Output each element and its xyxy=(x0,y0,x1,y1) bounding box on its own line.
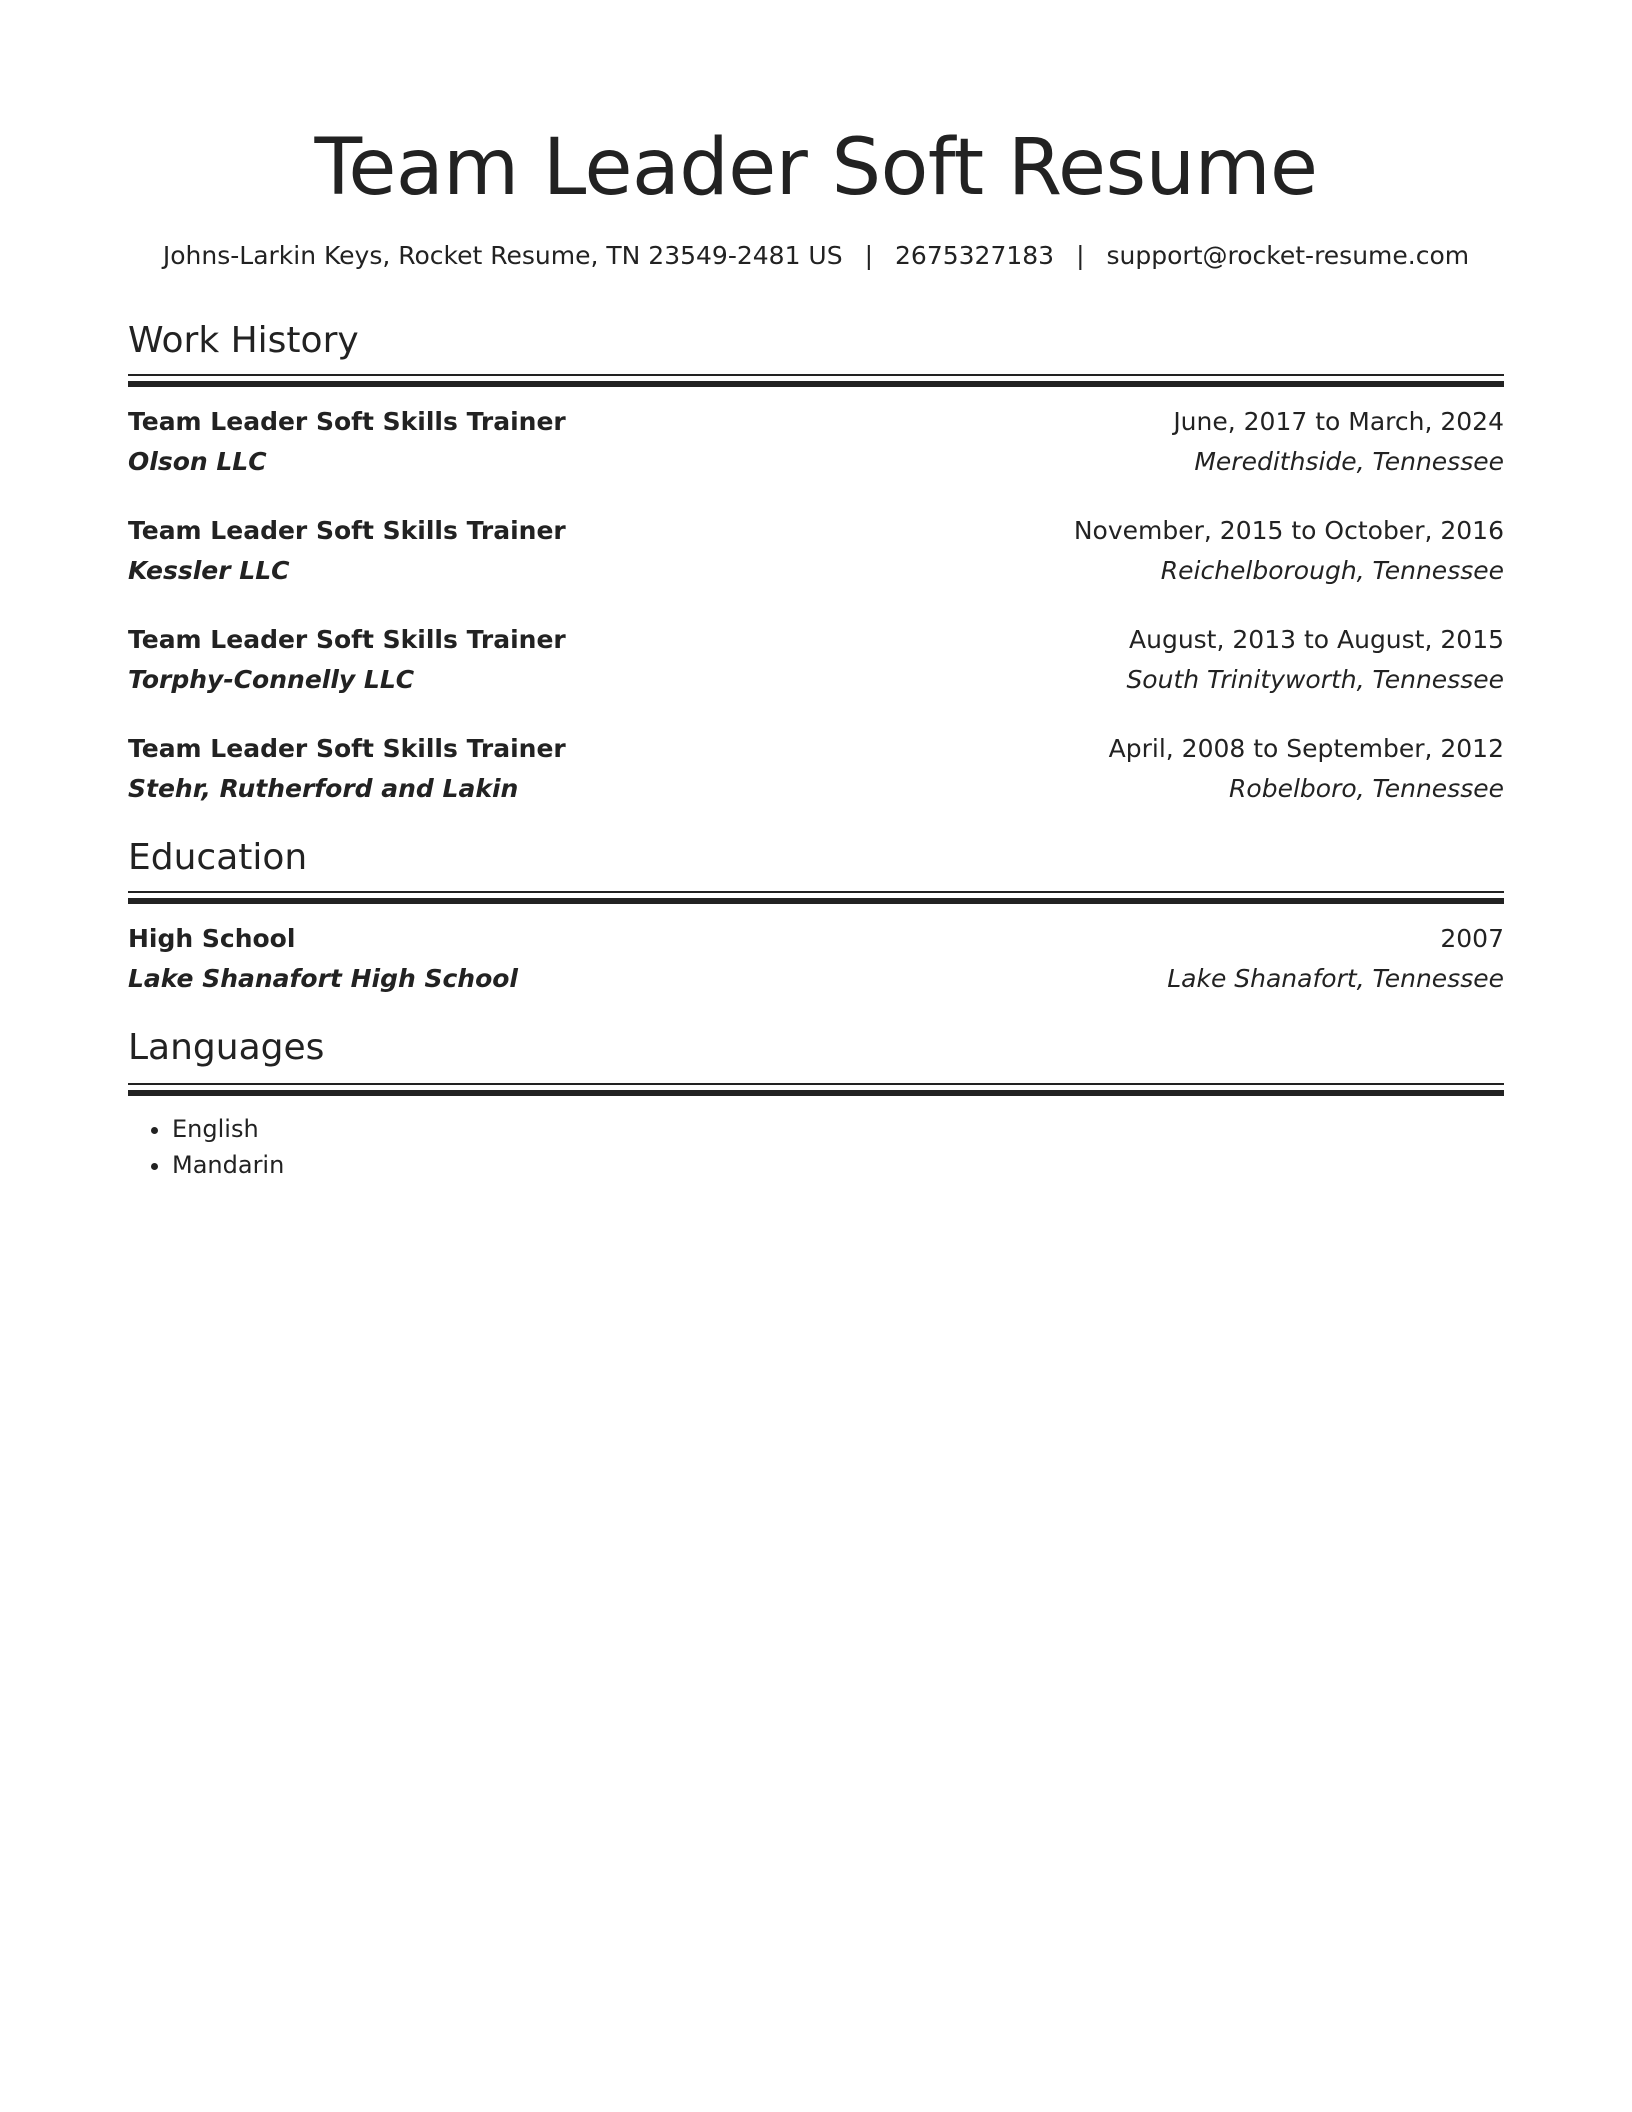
job-location: South Trinityworth, Tennessee xyxy=(1126,665,1504,694)
job-location: Robelboro, Tennessee xyxy=(1229,774,1504,803)
job-entry xyxy=(128,511,1504,591)
education-degree: High School xyxy=(128,924,296,953)
section-rule-thick xyxy=(128,898,1504,904)
work-history-section xyxy=(128,317,1504,365)
resume-title: Team Leader Soft Resume xyxy=(314,123,1318,213)
section-heading-languages: Languages xyxy=(128,1027,325,1068)
job-title: Team Leader Soft Skills Trainer xyxy=(128,625,566,654)
language-item: • English xyxy=(172,1111,284,1147)
contact-line xyxy=(128,236,1504,276)
job-title: Team Leader Soft Skills Trainer xyxy=(128,516,566,545)
job-dates: August, 2013 to August, 2015 xyxy=(1129,625,1504,654)
education-location: Lake Shanafort, Tennessee xyxy=(1167,964,1504,993)
education-section xyxy=(128,834,1504,882)
job-company: Kessler LLC xyxy=(128,556,290,585)
section-rule-thick xyxy=(128,381,1504,387)
languages-list xyxy=(128,1111,284,1183)
contact-phone: 2675327183 xyxy=(895,241,1055,270)
section-rule-thick xyxy=(128,1090,1504,1096)
education-school: Lake Shanafort High School xyxy=(128,964,519,993)
job-title: Team Leader Soft Skills Trainer xyxy=(128,734,566,763)
section-rule-thin xyxy=(128,1083,1504,1085)
job-entry xyxy=(128,729,1504,809)
education-entry xyxy=(128,919,1504,999)
languages-section xyxy=(128,1024,1504,1072)
contact-address: Johns-Larkin Keys, Rocket Resume, TN 23549-2481 US xyxy=(162,241,843,270)
job-company: Olson LLC xyxy=(128,447,267,476)
contact-email[interactable]: support@rocket-resume.com xyxy=(1106,241,1470,270)
job-dates: June, 2017 to March, 2024 xyxy=(1173,407,1504,436)
job-company: Stehr, Rutherford and Lakin xyxy=(128,774,519,803)
section-heading-work-history: Work History xyxy=(128,320,359,361)
education-year: 2007 xyxy=(1440,924,1504,953)
job-company: Torphy-Connelly LLC xyxy=(128,665,415,694)
job-entry xyxy=(128,620,1504,700)
contact-separator: | xyxy=(864,241,874,270)
language-item: • Mandarin xyxy=(172,1147,284,1183)
job-title: Team Leader Soft Skills Trainer xyxy=(128,407,566,436)
job-location: Reichelborough, Tennessee xyxy=(1160,556,1504,585)
contact-separator: | xyxy=(1076,241,1085,270)
section-rule-thin xyxy=(128,891,1504,893)
section-rule-thin xyxy=(128,374,1504,376)
job-entry xyxy=(128,402,1504,482)
job-location: Meredithside, Tennessee xyxy=(1194,447,1504,476)
job-dates: November, 2015 to October, 2016 xyxy=(1073,516,1504,545)
job-dates: April, 2008 to September, 2012 xyxy=(1108,734,1504,763)
section-heading-education: Education xyxy=(128,837,308,878)
